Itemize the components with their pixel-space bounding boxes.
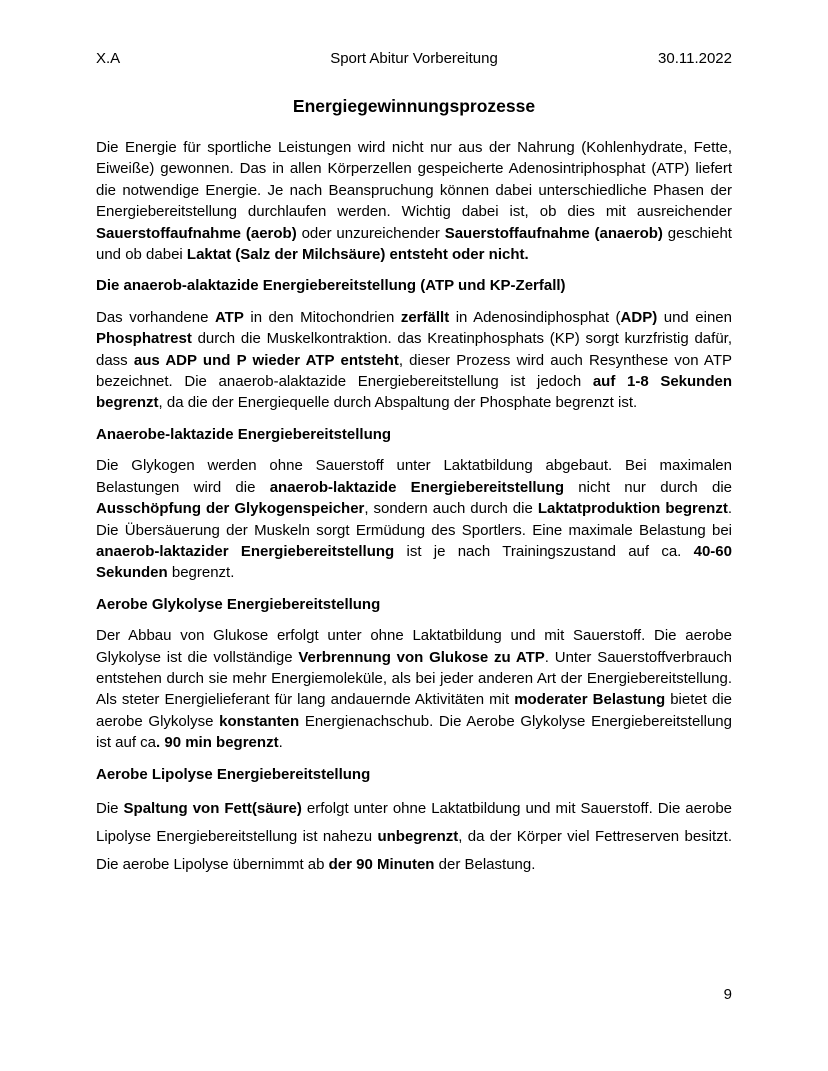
text-run: Die: [96, 799, 124, 817]
section-heading: Die anaerob-alaktazide Energiebereitstellung (ATP und KP-Zerfall): [96, 277, 566, 295]
text-run: begrenzt.: [167, 564, 235, 582]
bold-text-run: anaerob-laktazider Energiebereitstellung: [96, 542, 395, 560]
bold-text-run: 40-60 Sekunden: [96, 542, 732, 582]
text-run: , da die der Energiequelle durch Abspaltung der Phosphate begrenzt ist.: [158, 394, 638, 412]
document-body: [96, 137, 732, 889]
header-class: X.A: [96, 50, 121, 67]
bold-text-run: moderater Belastung: [514, 691, 666, 709]
section-anaerob-alaktazid: [96, 275, 732, 413]
bold-text-run: . 90 min begrenzt: [156, 734, 279, 752]
section-aerobe-glykolyse: [96, 594, 732, 754]
text-run: bietet die aerobe Glykolyse: [96, 691, 732, 730]
text-run: Die Glykogen werden ohne Sauerstoff unter Laktatbildung abgebaut. Bei maximalen Belastungen wird die: [96, 457, 732, 496]
section-heading: Anaerobe-laktazide Energiebereitstellung: [96, 425, 392, 443]
section-anaerob-laktazid: [96, 424, 732, 584]
header-subject: Sport Abitur Vorbereitung: [330, 50, 498, 67]
section-paragraph: [96, 455, 732, 583]
bold-text-run: auf 1-8 Sekunden begrenzt: [96, 373, 733, 412]
section-paragraph: [96, 795, 732, 879]
text-run: durch die Muskelkontraktion. das Kreatinphosphats (KP) sorgt kurzfristig dafür, dass: [96, 330, 732, 369]
text-run: in den Mitochondrien: [243, 308, 401, 326]
text-run: Energienachschub. Die Aerobe Glykolyse Energiebereitstellung ist auf ca: [96, 712, 732, 752]
text-run: geschieht und ob dabei: [96, 224, 732, 264]
text-run: in Adenosindiphosphat (: [449, 308, 621, 326]
bold-text-run: anaerob-laktazide Energiebereitstellung: [269, 478, 565, 496]
text-run: ist je nach Trainingszustand auf ca.: [394, 542, 694, 560]
bold-text-run: ATP: [214, 308, 244, 326]
bold-text-run: der 90 Minuten: [328, 855, 435, 873]
page-title: Energiegewinnungsprozesse: [292, 96, 536, 116]
bold-text-run: Sauerstoffaufnahme (anaerob): [444, 224, 663, 242]
bold-text-run: Verbrennung von Glukose zu ATP: [298, 648, 545, 666]
text-run: nicht nur durch die: [564, 478, 732, 496]
text-run: , dieser Prozess wird auch Resynthese von ATP bezeichnet. Die anaerob-alaktazide Energiebereitstellung ist jedoch: [96, 351, 732, 391]
bold-text-run: Laktatproduktion begrenzt: [537, 500, 728, 518]
section-paragraph: [96, 625, 732, 753]
text-run: , sondern auch durch die: [364, 500, 538, 518]
bold-text-run: ADP): [620, 308, 658, 326]
bold-text-run: zerfällt: [400, 308, 450, 326]
page-header: [96, 49, 732, 69]
text-run: und einen: [657, 308, 732, 326]
section-paragraph: [96, 307, 732, 414]
text-run: Das vorhandene: [96, 308, 215, 326]
bold-text-run: Phosphatrest: [96, 330, 192, 348]
section-heading: Aerobe Glykolyse Energiebereitstellung: [96, 595, 381, 613]
text-run: Die Energie für sportliche Leistungen wird nicht nur aus der Nahrung (Kohlenhydrate, Fette, Eiweiße) gewonnen. Das in allen Körperzellen gespeicherte Adenosintriphosphat (ATP) liefert die notwendige Energie. Je nach Beanspruchung können dabei unterschiedliche Phasen der Energiebereitstellung durchlaufen werden. Wichtig dabei ist, ob dies mit ausreichender: [96, 139, 732, 221]
section-aerobe-lipolyse: [96, 764, 732, 879]
text-run: .: [278, 734, 283, 752]
bold-text-run: unbegrenzt: [377, 827, 459, 845]
bold-text-run: Laktat (Salz der Milchsäure) entsteht oder nicht.: [186, 246, 529, 264]
text-run: der Belastung.: [434, 855, 536, 873]
bold-text-run: Sauerstoffaufnahme (aerob): [96, 224, 297, 242]
text-run: , da der Körper viel Fettreserven besitzt. Die aerobe Lipolyse übernimmt ab: [96, 827, 732, 873]
text-run: oder unzureichender: [296, 224, 445, 242]
text-run: . Die Übersäuerung der Muskeln sorgt Ermüdung des Sportlers. Eine maximale Belastung bei: [96, 500, 733, 539]
bold-text-run: konstanten: [219, 712, 300, 730]
text-run: . Unter Sauerstoffverbrauch entstehen durch sie mehr Energiemoleküle, als bei jeder anderen Art der Energiebereitstellung. Als steter Energielieferant für lang andauernde Aktivitäten mit: [96, 648, 732, 709]
bold-text-run: Spaltung von Fett(säure): [123, 799, 302, 817]
bold-text-run: Ausschöpfung der Glykogenspeicher: [96, 500, 365, 518]
intro-paragraph: [96, 137, 732, 265]
text-run: erfolgt unter ohne Laktatbildung und mit Sauerstoff. Die aerobe Lipolyse Energiebereitstellung ist nahezu: [96, 799, 732, 845]
header-date: 30.11.2022: [658, 50, 732, 67]
bold-text-run: aus ADP und P wieder ATP entsteht: [133, 351, 399, 369]
section-heading: Aerobe Lipolyse Energiebereitstellung: [96, 765, 371, 783]
text-run: Der Abbau von Glukose erfolgt unter ohne Laktatbildung und mit Sauerstoff. Die aerobe Glykolyse ist die vollständige: [96, 627, 732, 666]
page-number: 9: [723, 986, 732, 1003]
